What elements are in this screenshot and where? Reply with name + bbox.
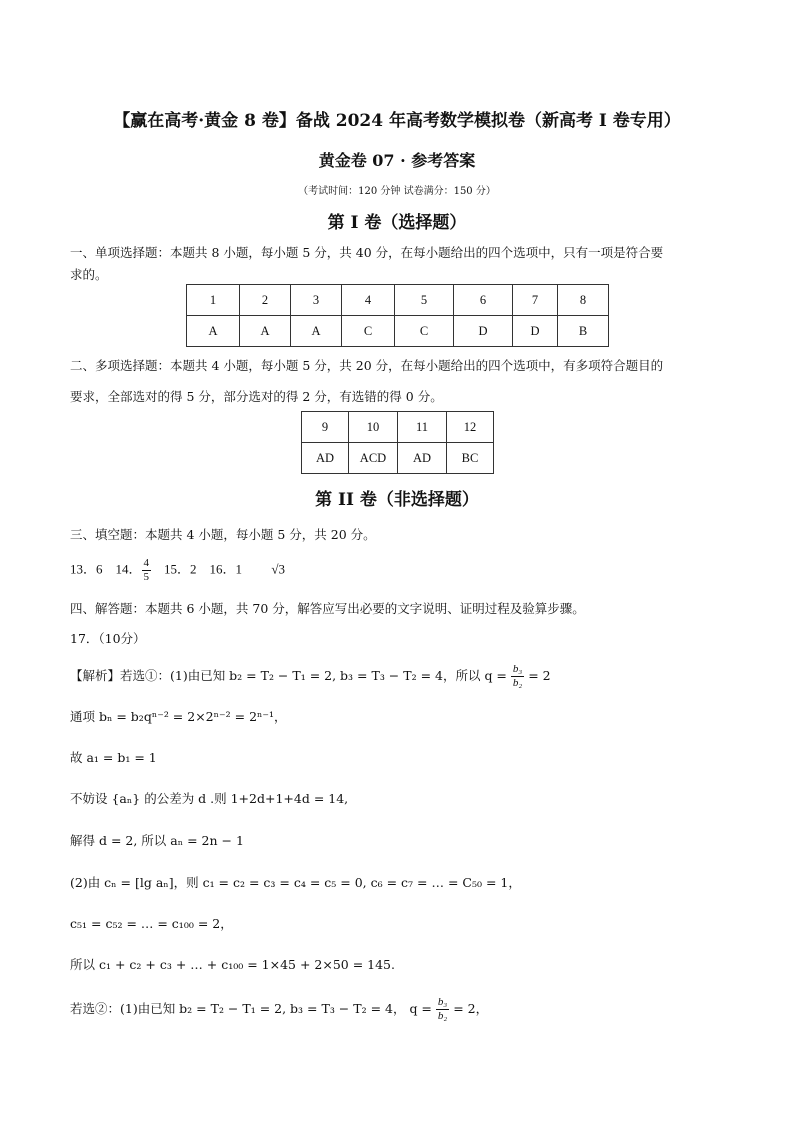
question-number: 12 (447, 412, 494, 443)
answer-cell: B (558, 316, 609, 347)
question-number: 7 (513, 285, 558, 316)
solution-line-6: (2)由 cₙ = [lg aₙ]，则 c₁ = c₂ = c₃ = c₄ = c₅ = 0, c₆ = c₇ = … = C₅₀ = 1， (70, 875, 521, 890)
question-number: 11 (398, 412, 447, 443)
answer-cell: D (513, 316, 558, 347)
question-number: 10 (349, 412, 398, 443)
solution-line-7: c₅₁ = c₅₂ = … = c₁₀₀ = 2， (70, 916, 233, 931)
document-subtitle: 黄金卷 07 · 参考答案 (318, 151, 476, 170)
fill-in-answers (70, 558, 285, 583)
answer-16-extra: √3 (271, 561, 285, 577)
section-1-instructions-line-1: 一、单项选择题：本题共 8 小题，每小题 5 分，共 40 分，在每小题给出的四个选项中，只有一项是符合要 (70, 245, 664, 260)
single-choice-answer-table (186, 284, 609, 347)
answer-cell: BC (447, 443, 494, 474)
question-number: 9 (302, 412, 349, 443)
answer-cell: AD (302, 443, 349, 474)
section-1-instructions-line-2: 求的。 (70, 267, 108, 282)
solution-line-1: 【解析】若选①：(1)由已知 b₂ = T₂ − T₁ = 2, b₃ = T₃ − T₂ = 4，所以 q = $\frac{\text{b₃}}{\text{b₂}}$ = 2 (70, 663, 551, 689)
solution-line-2: 通项 bₙ = b₂qⁿ⁻² = 2×2ⁿ⁻² = 2ⁿ⁻¹， (70, 709, 287, 724)
solution-line-5: 解得 d = 2, 所以 aₙ = 2n − 1 (70, 833, 244, 848)
question-number: 2 (240, 285, 291, 316)
question-number: 5 (395, 285, 454, 316)
q-fraction-2: $\frac{\text{b₃}}{\text{b₂}}$ (437, 996, 448, 1022)
answer-cell: D (454, 316, 513, 347)
section-2-instructions-line-1: 二、多项选择题：本题共 4 小题，每小题 5 分，共 20 分，在每小题给出的四个选项中，有多项符合题目的 (70, 358, 664, 373)
question-number: 4 (342, 285, 395, 316)
question-17-label: 17．（10分） (70, 631, 146, 646)
section-3-heading: 三、填空题：本题共 4 小题，每小题 5 分，共 20 分。 (70, 527, 376, 542)
question-number: 3 (291, 285, 342, 316)
exam-info: （考试时间：120 分钟 试卷满分：150 分） (298, 186, 496, 197)
answer-cell: C (342, 316, 395, 347)
table-row-numbers (187, 285, 609, 316)
answer-cell: ACD (349, 443, 398, 474)
table-row-numbers (302, 412, 494, 443)
question-number: 8 (558, 285, 609, 316)
answer-cell: A (240, 316, 291, 347)
part-2-title: 第 II 卷（非选择题） (315, 490, 479, 510)
section-2-instructions-line-2: 要求，全部选对的得 5 分，部分选对的得 2 分，有选错的得 0 分。 (70, 389, 443, 404)
answer-14-label: 14． (115, 561, 142, 577)
answer-cell: A (291, 316, 342, 347)
multi-choice-answer-table (301, 411, 494, 474)
document-title: 【赢在高考·黄金 8 卷】备战 2024 年高考数学模拟卷（新高考 I 卷专用） (113, 111, 681, 131)
answer-15: 15．2 (164, 561, 197, 577)
section-4-heading: 四、解答题：本题共 6 小题，共 70 分，解答应写出必要的文字说明、证明过程及验算步骤。 (70, 601, 585, 616)
question-number: 6 (454, 285, 513, 316)
answer-14-fraction: $\frac{4}{5}$ (143, 557, 150, 583)
question-number: 1 (187, 285, 240, 316)
q-fraction: $\frac{\text{b₃}}{\text{b₂}}$ (512, 663, 523, 689)
answer-16: 16．1 (209, 561, 243, 577)
solution-line-3: 故 a₁ = b₁ = 1 (70, 750, 157, 765)
answer-13: 13．6 (70, 561, 103, 577)
solution-line-8: 所以 c₁ + c₂ + c₃ + … + c₁₀₀ = 1×45 + 2×50 = 145. (70, 957, 395, 972)
solution-line-9: 若选②：(1)由已知 b₂ = T₂ − T₁ = 2, b₃ = T₃ − T₂ = 4， q = $\frac{\text{b₃}}{\text{b₂}}$ = 2， (70, 996, 489, 1022)
answer-cell: C (395, 316, 454, 347)
table-row-answers (302, 443, 494, 474)
answer-cell: A (187, 316, 240, 347)
answer-cell: AD (398, 443, 447, 474)
part-1-title: 第 I 卷（选择题） (327, 213, 467, 233)
table-row-answers (187, 316, 609, 347)
solution-line-4: 不妨设 {aₙ} 的公差为 d .则 1+2d+1+4d = 14, (70, 791, 349, 806)
